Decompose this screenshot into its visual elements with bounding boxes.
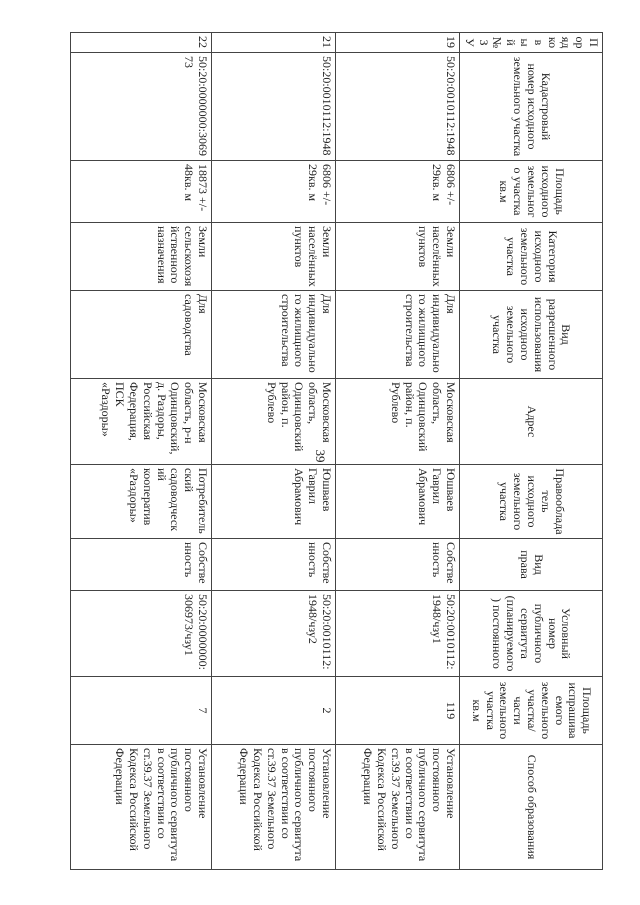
table-cell: 50:20:0010112:1948 (211, 53, 335, 161)
table-cell: 22 (71, 33, 212, 53)
table-cell: 18873 +/- 48кв. м (71, 161, 212, 223)
table-cell: 19 (335, 33, 459, 53)
table-cell: 50:20:0000000:306973 (71, 53, 212, 161)
table-cell: 2 (211, 677, 335, 745)
table-cell: Земли сельскохозяйственного назначения (71, 223, 212, 291)
table-cell: Установление постоянного публичного сервитута в соответствии со ст.39.37 Земельного Кодекса Российской Федерации (71, 745, 212, 870)
table-cell: Московская область, Одинцовский район, п. Рублево (335, 379, 459, 465)
table-cell: 50:20:0010112:1948/чзу1 (335, 591, 459, 677)
table-cell: Земли населённых пунктов (211, 223, 335, 291)
table-cell: Юшваев Гаврил Абрамович (211, 465, 335, 539)
header-cell: Способ образования (460, 745, 603, 870)
table-cell: 50:20:0000000:306973/чзу1 (71, 591, 212, 677)
table-cell: Собственность (71, 539, 212, 591)
table-cell: Юшваев Гаврил Абрамович (335, 465, 459, 539)
table-cell: 7 (71, 677, 212, 745)
table-row (71, 33, 212, 870)
table-cell: Земли населённых пунктов (335, 223, 459, 291)
table-cell: 21 (211, 33, 335, 53)
page-number: 39 (313, 449, 328, 463)
table-cell: 50:20:0010112:1948 (335, 53, 459, 161)
header-cell: Площадь исходного земельного участка кв.м (460, 161, 603, 223)
table-cell: Собственность (335, 539, 459, 591)
table-cell: Собственность (211, 539, 335, 591)
header-cell: Площадь испрашиваемого земельного участка/части земельного участка кв.м (460, 677, 603, 745)
table-cell: 119 (335, 677, 459, 745)
header-cell: Порядковый № ЗУ (460, 33, 603, 53)
header-cell: Вид права (460, 539, 603, 591)
header-cell: Условный номер публичного сервитута (планируемого) постоянного (460, 591, 603, 677)
table-cell: Установление постоянного публичного сервитута в соответствии со ст.39.37 Земельного Кодекса Российской Федерации (211, 745, 335, 870)
header-row (460, 33, 603, 870)
header-cell: Кадастровый номер исходного земельного участка (460, 53, 603, 161)
table-cell: Для индивидуального жилищного строительства (211, 291, 335, 379)
header-cell: Вид разрешенного использования исходного земельного участка (460, 291, 603, 379)
header-cell: Категория исходного земельного участка (460, 223, 603, 291)
table-cell: Потребительский садоводческий кооператив «Раздоры» (71, 465, 212, 539)
table-cell: 50:20:0010112:1948/чзу2 (211, 591, 335, 677)
rotated-table-container (70, 32, 603, 869)
table-cell: Московская область, р-н Одинцовский, д. Раздоры, Российская Федерация, ПСК «Раздоры» (71, 379, 212, 465)
table-cell: Для индивидуального жилищного строительства (335, 291, 459, 379)
table-row (211, 33, 335, 870)
table-cell: Для садоводства (71, 291, 212, 379)
table-cell: 6806 +/- 29кв. м (335, 161, 459, 223)
servitude-table (70, 32, 603, 870)
header-cell: Адрес (460, 379, 603, 465)
table-row (335, 33, 459, 870)
table-cell: Установление постоянного публичного сервитута в соответствии со ст.39.37 Земельного Кодекса Российской Федерации (335, 745, 459, 870)
table-cell: Московская область, Одинцовский район, п. Рублево (211, 379, 335, 465)
table-cell: 6806 +/- 29кв. м (211, 161, 335, 223)
header-cell: Правообладатель исходного земельного участка (460, 465, 603, 539)
